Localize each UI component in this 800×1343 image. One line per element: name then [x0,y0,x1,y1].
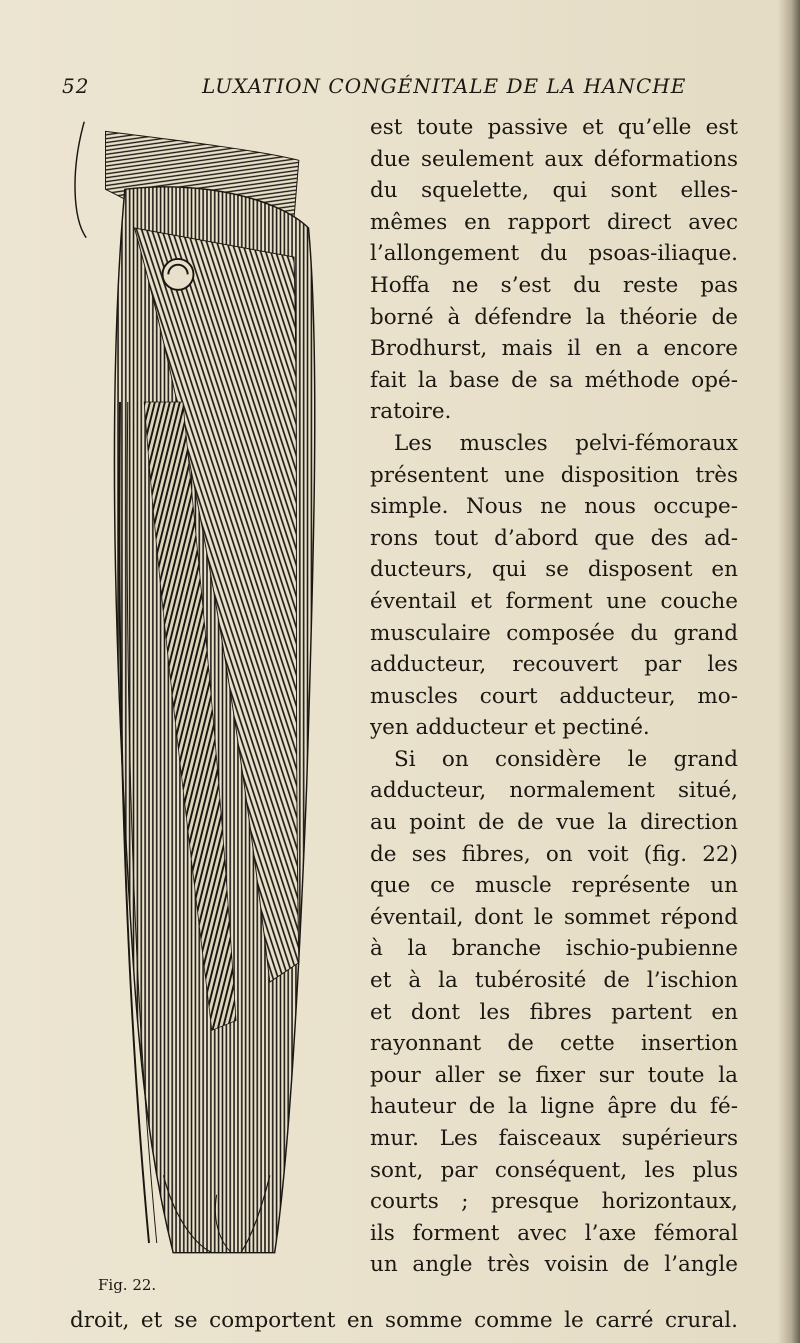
text-line: à la branche ischio-pubienne [370,936,738,962]
text-line: adducteur, normalement situé, [370,778,738,804]
text-line: pour aller se fixer sur toute la [370,1062,738,1088]
text-line: et à la tubérosité de l’ischion [370,968,738,994]
text-line: ducteurs, qui se disposent en [370,557,738,583]
thigh-muscles-engraving [62,112,352,1272]
text-line: fait la base de sa méthode opé- [370,367,738,393]
text-line: éventail et forment une couche [370,588,738,614]
text-line: Brodhurst, mais il en a encore [370,336,738,362]
text-line: due seulement aux déformations [370,146,738,172]
text-line: ratoire. [370,399,452,425]
running-title: LUXATION CONGÉNITALE DE LA HANCHE [202,74,687,98]
text-line: courts ; presque horizontaux, [370,1189,738,1215]
text-line: hauteur de la ligne âpre du fé- [370,1094,738,1120]
text-line: et dont les fibres partent en [370,999,738,1025]
text-line: yen adducteur et pectiné. [370,715,650,741]
text-line: Hoffa ne s’est du reste pas [370,272,738,298]
text-line: est toute passive et qu’elle est [370,115,738,140]
text-line: borné à défendre la théorie de [370,304,738,330]
anatomical-figure [62,112,352,1272]
text-line: mur. Les faisceaux supérieurs [370,1126,738,1151]
text-line: éventail, dont le sommet répond [370,904,738,930]
text-line: mêmes en rapport direct avec [370,209,738,235]
text-line: que ce muscle représente un [370,873,738,899]
text-line: sont, par conséquent, les plus [370,1157,738,1183]
text-line: l’allongement du psoas-iliaque. [370,241,738,267]
figure-caption: Fig. 22. [98,1276,157,1294]
text-line: rayonnant de cette insertion [370,1031,738,1057]
text-line: muscles court adducteur, mo- [370,683,738,709]
text-line: du squelette, qui sont elles- [370,178,738,204]
text-line: adducteur, recouvert par les [370,652,738,678]
text-line: musculaire composée du grand [370,620,738,646]
text-line: de ses fibres, on voit (fig. 22) [370,841,738,867]
text-line: Les muscles pelvi-fémoraux [394,430,738,456]
text-line: un angle très voisin de l’angle [370,1252,738,1278]
text-line: Si on considère le grand [394,746,738,772]
text-column [370,112,738,1281]
page-edge-shadow [778,0,800,1343]
text-line: présentent une disposition très [370,462,738,488]
text-line: rons tout d’abord que des ad- [370,525,738,551]
text-line: simple. Nous ne nous occupe- [370,494,738,520]
page-number: 52 [62,74,90,98]
page-header [62,74,730,98]
full-width-text-line: droit, et se comportent en somme comme le carré crural. [70,1308,738,1333]
text-line: au point de de vue la direction [370,810,738,836]
text-line: ils forment avec l’axe fémoral [370,1220,738,1246]
